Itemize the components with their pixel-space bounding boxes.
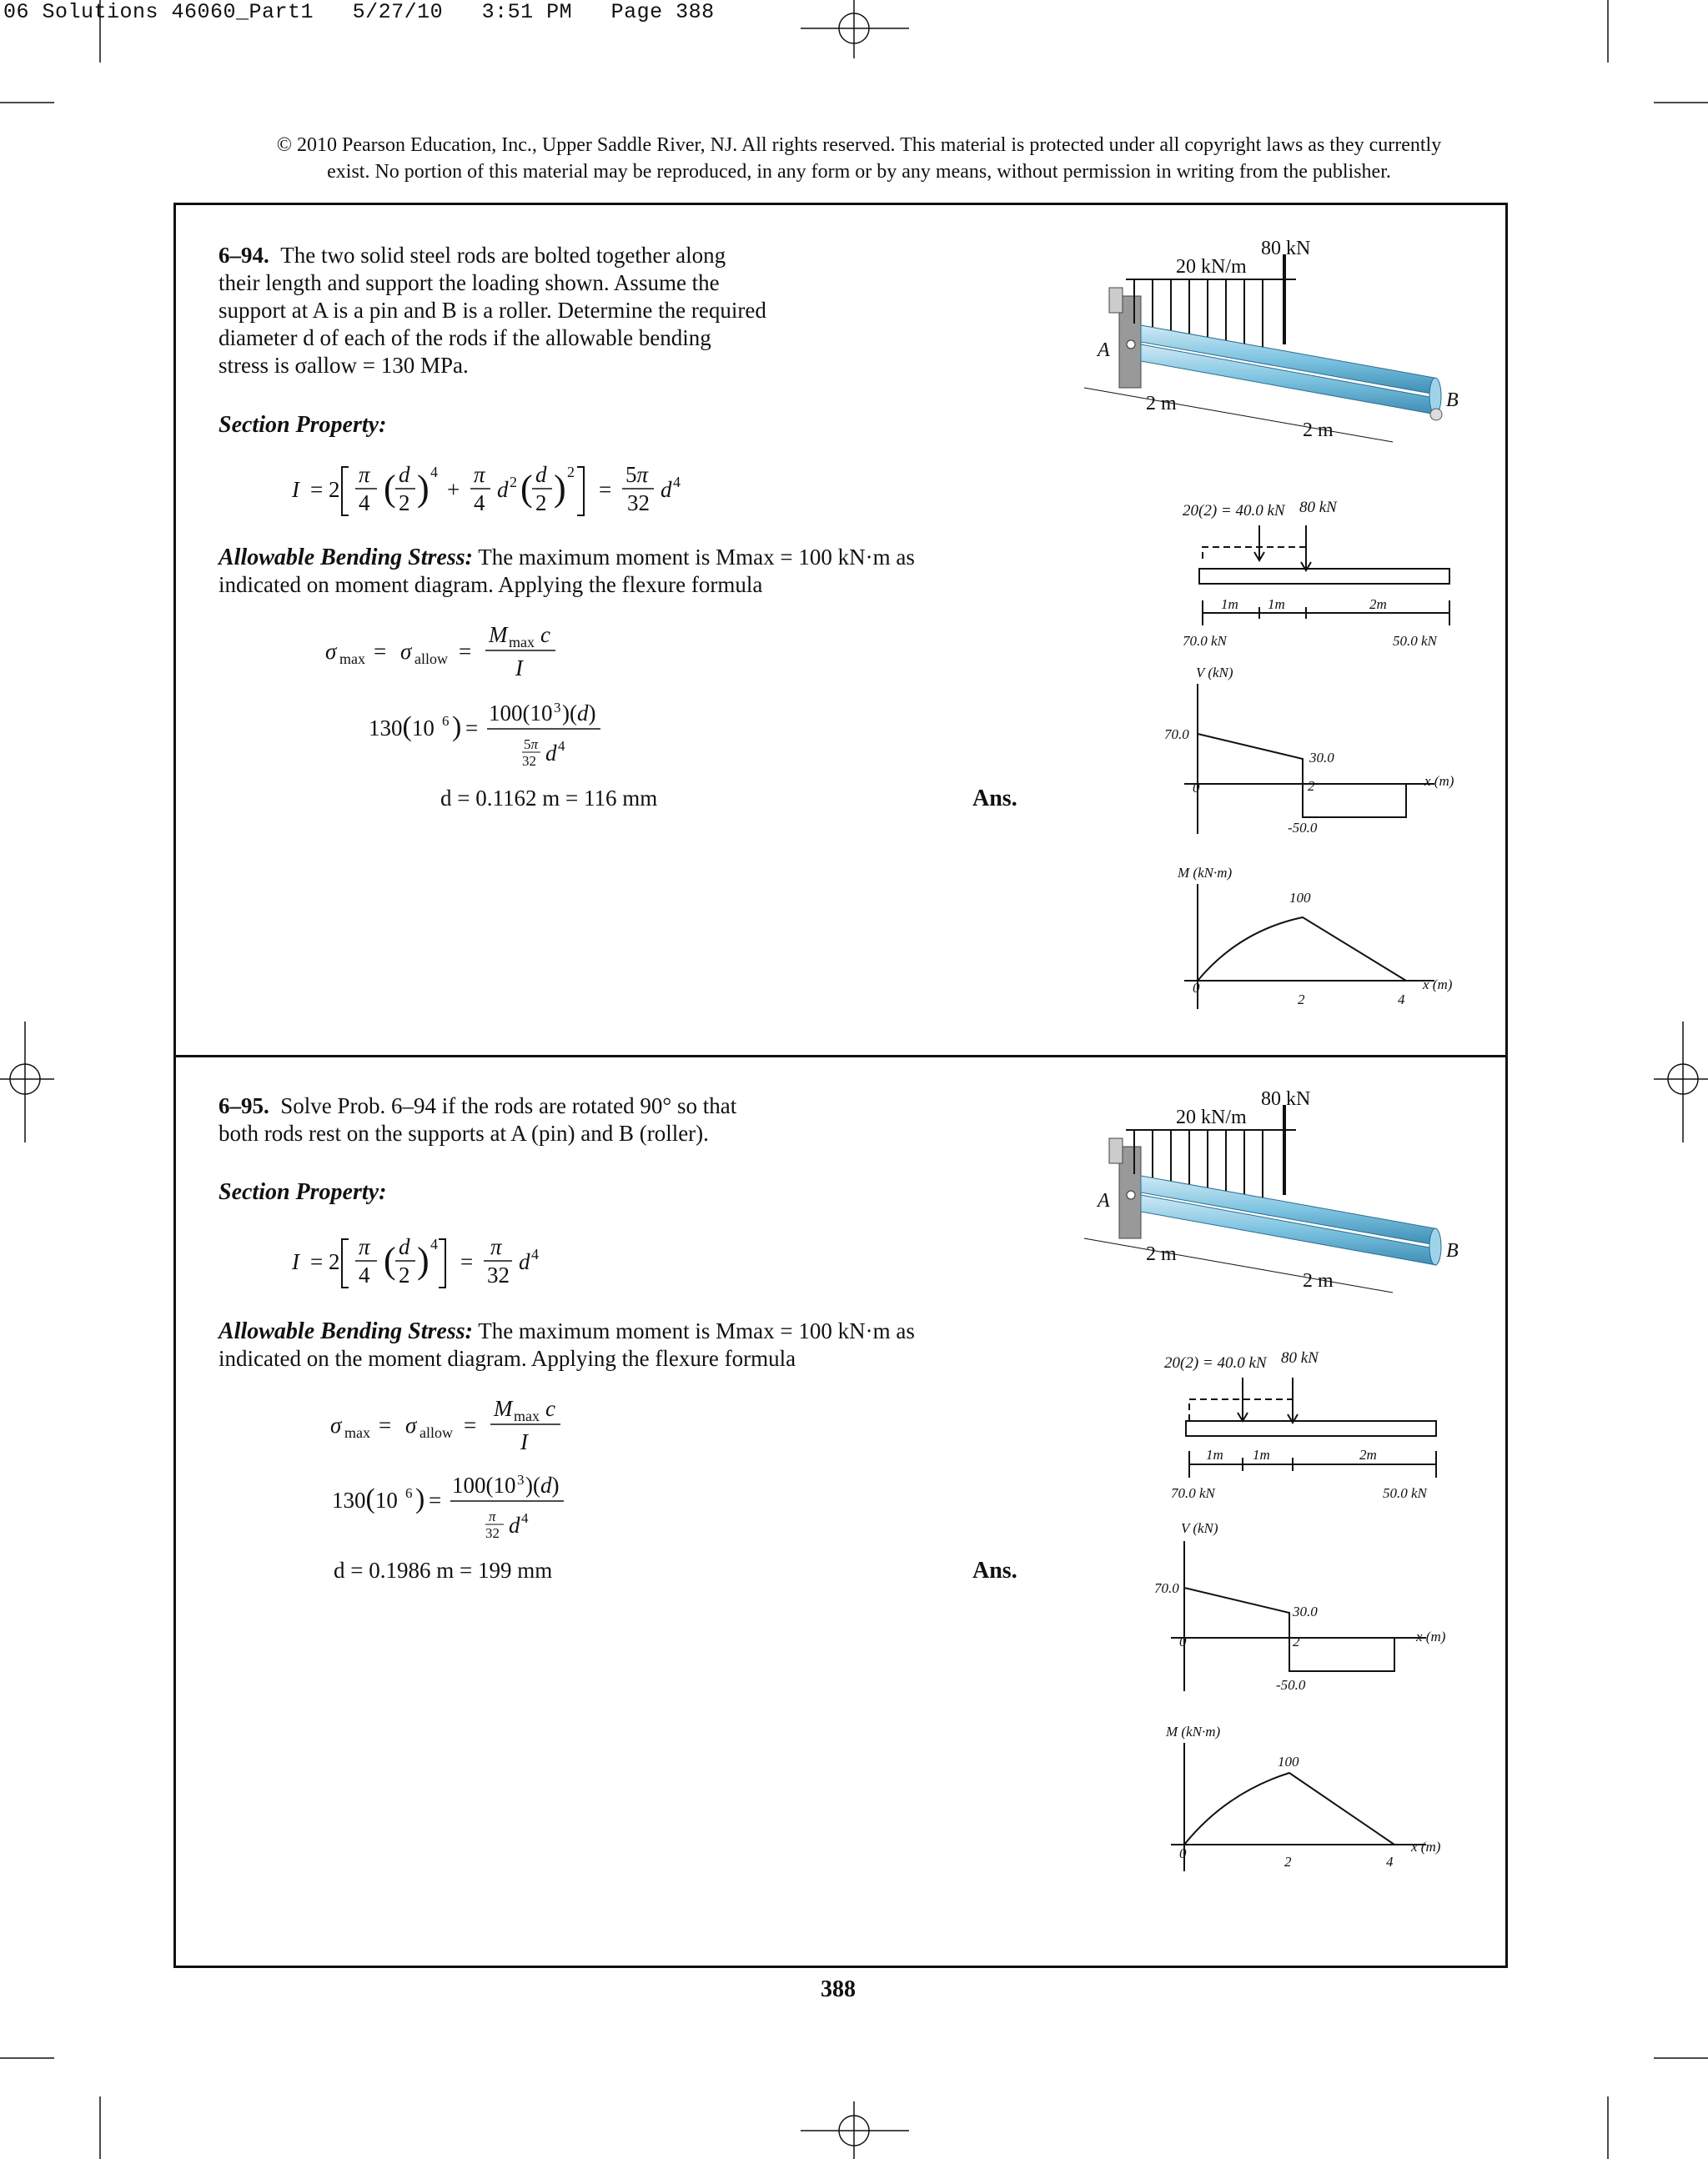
svg-text:I: I xyxy=(520,1429,528,1454)
distributed-load-label: 20 kN/m xyxy=(1176,256,1247,278)
segment-1-label: 1m xyxy=(1221,596,1238,612)
shear-x2-label: 2 xyxy=(1293,1634,1300,1649)
svg-text:d: d xyxy=(509,1513,520,1538)
support-a-label: A xyxy=(1098,1190,1110,1212)
svg-text:4: 4 xyxy=(521,1510,529,1526)
moment-x0-label: 0 xyxy=(1179,1845,1187,1861)
svg-text:=: = xyxy=(459,639,472,664)
svg-text:32: 32 xyxy=(487,1263,510,1288)
svg-text:3: 3 xyxy=(554,700,561,715)
span-2-label: 2 m xyxy=(1303,1270,1334,1292)
statement-line-1: Solve Prob. 6–94 if the rods are rotated 90° so that xyxy=(280,1093,737,1118)
shear-x0-label: 0 xyxy=(1179,1634,1187,1649)
svg-text:=: = xyxy=(429,1488,442,1513)
substitution-equation-6-94 xyxy=(367,697,651,772)
svg-text:(: ( xyxy=(520,468,533,509)
svg-text:130(10: 130(10 xyxy=(332,1484,398,1514)
allowable-stress-heading: Allowable Bending Stress: xyxy=(219,545,473,570)
svg-text:)(d): )(d) xyxy=(562,700,596,726)
span-1-label: 2 m xyxy=(1146,393,1177,414)
svg-text:): ) xyxy=(554,468,566,509)
diagrams-6-95 xyxy=(1151,1344,1476,1878)
answer-label-6-94: Ans. xyxy=(972,786,1017,811)
shear-x0-label: 0 xyxy=(1193,780,1200,796)
svg-text:=: = xyxy=(465,715,479,741)
svg-text:): ) xyxy=(417,468,430,509)
shear-axis-label: V (kN) xyxy=(1196,665,1233,680)
svg-text:I: I xyxy=(515,655,523,680)
shear-curve xyxy=(1198,734,1406,817)
support-b-label: B xyxy=(1446,389,1459,411)
statement-line-1: The two solid steel rods are bolted together along xyxy=(280,243,726,268)
beam-figure-6-95 xyxy=(1076,1088,1476,1305)
svg-text:): ) xyxy=(415,1484,425,1514)
resultant-label: 20(2) = 40.0 kN xyxy=(1164,1354,1267,1372)
resultant-label: 20(2) = 40.0 kN xyxy=(1183,502,1285,520)
shear-xaxis-label: x (m) xyxy=(1424,773,1454,789)
svg-text:max: max xyxy=(509,634,535,650)
moment-xaxis-label: x (m) xyxy=(1411,1839,1441,1855)
svg-text:σ: σ xyxy=(400,639,412,664)
svg-text:I: I xyxy=(292,1249,299,1274)
svg-text:π: π xyxy=(474,462,485,487)
moment-curve xyxy=(1184,1773,1394,1845)
inertia-equation-6-94 xyxy=(275,457,709,524)
svg-text:max: max xyxy=(339,650,365,667)
shear-curve xyxy=(1184,1588,1394,1671)
section-property-heading: Section Property: xyxy=(219,1179,387,1205)
svg-text:4: 4 xyxy=(673,474,681,490)
svg-text:32: 32 xyxy=(627,490,650,515)
svg-text:100(10: 100(10 xyxy=(452,1473,516,1498)
segment-2-label: 1m xyxy=(1268,596,1285,612)
page-number: 388 xyxy=(821,1976,856,2002)
svg-text:c: c xyxy=(540,622,550,647)
svg-text:π: π xyxy=(359,462,370,487)
svg-text:π: π xyxy=(359,1234,370,1259)
svg-text:4: 4 xyxy=(474,490,485,515)
allowable-stress-paragraph xyxy=(219,544,969,599)
point-load-label: 80 kN xyxy=(1261,238,1311,259)
allowable-stress-text-2: indicated on moment diagram. Applying the flexure formula xyxy=(219,572,763,597)
shear-x2-label: 2 xyxy=(1308,778,1315,794)
moment-max-label: 100 xyxy=(1278,1754,1299,1770)
moment-x2-label: 2 xyxy=(1284,1854,1292,1870)
support-a-label: A xyxy=(1098,339,1110,361)
answer-label-6-95: Ans. xyxy=(972,1558,1017,1584)
svg-text:d: d xyxy=(399,1234,410,1259)
svg-text:= 2: = 2 xyxy=(310,477,340,502)
svg-text:d: d xyxy=(545,741,557,766)
svg-text:=: = xyxy=(379,1413,392,1438)
shear-axis-label: V (kN) xyxy=(1181,1520,1218,1536)
shear-v0-label: 70.0 xyxy=(1164,726,1189,742)
reaction-a-label: 70.0 kN xyxy=(1171,1485,1215,1501)
svg-text:=: = xyxy=(374,639,387,664)
inertia-equation-6-95 xyxy=(275,1229,592,1296)
statement-line-4: diameter d of each of the rods if the allowable bending xyxy=(219,325,711,350)
svg-text:max: max xyxy=(514,1408,540,1424)
problem-6-95-statement xyxy=(219,1092,794,1147)
shear-v0-label: 70.0 xyxy=(1154,1580,1179,1596)
segment-2-label: 1m xyxy=(1253,1447,1270,1463)
moment-curve xyxy=(1198,917,1406,981)
flexure-equation-6-94 xyxy=(317,617,600,684)
beam-figure-6-94 xyxy=(1076,238,1476,454)
allowable-stress-text-2: indicated on the moment diagram. Applying the flexure formula xyxy=(219,1346,796,1371)
substitution-equation-6-95 xyxy=(330,1469,614,1544)
shear-vneg-label: -50.0 xyxy=(1288,820,1318,836)
allowable-stress-heading: Allowable Bending Stress: xyxy=(219,1318,473,1344)
svg-text:M: M xyxy=(489,622,508,647)
svg-text:3: 3 xyxy=(517,1472,525,1488)
copyright-notice xyxy=(192,132,1526,185)
span-1-label: 2 m xyxy=(1146,1243,1177,1265)
problem-number: 6–95. xyxy=(219,1093,269,1118)
svg-text:π: π xyxy=(489,1509,496,1524)
diagrams-6-94 xyxy=(1159,492,1476,1009)
svg-text:allow: allow xyxy=(419,1424,453,1441)
svg-text:+: + xyxy=(447,477,460,502)
svg-text:6: 6 xyxy=(442,713,450,729)
support-b-label: B xyxy=(1446,1240,1459,1262)
segment-3-label: 2m xyxy=(1359,1447,1377,1463)
reaction-b-label: 50.0 kN xyxy=(1383,1485,1427,1501)
svg-text:4: 4 xyxy=(430,464,438,480)
copyright-line-1: © 2010 Pearson Education, Inc., Upper Saddle River, NJ. All rights reserved. This material is protected under all copyright laws as they currently xyxy=(276,134,1442,156)
shear-xaxis-label: x (m) xyxy=(1416,1629,1446,1644)
fbd-point-load-label: 80 kN xyxy=(1281,1349,1319,1367)
problem-number: 6–94. xyxy=(219,243,269,268)
svg-text:σ: σ xyxy=(405,1413,417,1438)
svg-text:5π: 5π xyxy=(625,462,649,487)
svg-text:= 2: = 2 xyxy=(310,1249,340,1274)
svg-text:130(10: 130(10 xyxy=(369,711,435,742)
problem-6-94-statement xyxy=(219,242,794,379)
moment-x2-label: 2 xyxy=(1298,992,1305,1007)
print-slug: 06 Solutions 46060_Part1 5/27/10 3:51 PM Page 388 xyxy=(3,0,715,24)
svg-text:): ) xyxy=(417,1240,430,1281)
svg-text:4: 4 xyxy=(558,738,565,754)
svg-text:d: d xyxy=(519,1249,530,1274)
svg-text:d: d xyxy=(497,477,509,502)
svg-text:5π: 5π xyxy=(524,736,539,752)
svg-text:32: 32 xyxy=(522,753,536,769)
moment-axis-label: M (kN·m) xyxy=(1166,1724,1221,1740)
shear-vneg-label: -50.0 xyxy=(1276,1677,1306,1693)
reaction-a-label: 70.0 kN xyxy=(1183,633,1227,649)
copyright-line-2: exist. No portion of this material may be reproduced, in any form or by any means, without permission in writing from the publisher. xyxy=(327,161,1391,183)
section-property-heading: Section Property: xyxy=(219,412,387,438)
moment-xaxis-label: x (m) xyxy=(1423,977,1453,992)
svg-text:I: I xyxy=(292,477,299,502)
flexure-equation-6-95 xyxy=(322,1391,605,1458)
svg-text:4: 4 xyxy=(359,1263,370,1288)
statement-line-5: stress is σallow = 130 MPa. xyxy=(219,353,469,378)
result-6-94: d = 0.1162 m = 116 mm xyxy=(440,786,658,811)
svg-text:σ: σ xyxy=(330,1413,342,1438)
moment-x4-label: 4 xyxy=(1398,992,1405,1007)
svg-text:2: 2 xyxy=(535,490,547,515)
svg-text:d: d xyxy=(535,462,547,487)
svg-text:100(10: 100(10 xyxy=(489,700,553,726)
shear-v2-label: 30.0 xyxy=(1293,1604,1318,1619)
moment-max-label: 100 xyxy=(1289,890,1311,906)
reaction-b-label: 50.0 kN xyxy=(1393,633,1437,649)
svg-text:6: 6 xyxy=(405,1485,413,1501)
svg-text:32: 32 xyxy=(485,1525,500,1541)
svg-text:(: ( xyxy=(384,1240,396,1281)
allowable-stress-text-1: The maximum moment is Mmax = 100 kN·m as xyxy=(478,545,915,570)
moment-axis-label: M (kN·m) xyxy=(1178,865,1233,881)
shear-v2-label: 30.0 xyxy=(1309,750,1334,766)
svg-text:max: max xyxy=(344,1424,370,1441)
svg-text:M: M xyxy=(494,1396,513,1421)
distributed-load-label: 20 kN/m xyxy=(1176,1107,1247,1128)
svg-text:4: 4 xyxy=(531,1246,539,1263)
svg-text:d: d xyxy=(661,477,672,502)
moment-x4-label: 4 xyxy=(1386,1854,1394,1870)
svg-text:c: c xyxy=(545,1396,555,1421)
svg-text:2: 2 xyxy=(399,1263,410,1288)
svg-text:2: 2 xyxy=(399,490,410,515)
svg-text:allow: allow xyxy=(414,650,448,667)
allowable-stress-text-1: The maximum moment is Mmax = 100 kN·m as xyxy=(478,1318,915,1343)
svg-text:): ) xyxy=(452,711,462,742)
point-load-label: 80 kN xyxy=(1261,1088,1311,1110)
svg-text:=: = xyxy=(460,1249,474,1274)
svg-text:2: 2 xyxy=(510,474,517,490)
fbd-point-load-label: 80 kN xyxy=(1299,499,1337,516)
svg-text:σ: σ xyxy=(325,639,337,664)
statement-line-3: support at A is a pin and B is a roller. Determine the required xyxy=(219,298,766,323)
svg-text:=: = xyxy=(599,477,612,502)
span-2-label: 2 m xyxy=(1303,419,1334,441)
svg-text:4: 4 xyxy=(430,1236,438,1253)
svg-text:=: = xyxy=(464,1413,477,1438)
svg-text:4: 4 xyxy=(359,490,370,515)
statement-line-2: both rods rest on the supports at A (pin) and B (roller). xyxy=(219,1121,709,1146)
svg-text:(: ( xyxy=(384,468,396,509)
statement-line-2: their length and support the loading shown. Assume the xyxy=(219,270,720,295)
moment-x0-label: 0 xyxy=(1193,980,1200,996)
segment-3-label: 2m xyxy=(1369,596,1387,612)
svg-text:π: π xyxy=(490,1234,502,1259)
result-6-95: d = 0.1986 m = 199 mm xyxy=(334,1558,553,1583)
svg-text:d: d xyxy=(399,462,410,487)
svg-text:)(d): )(d) xyxy=(525,1473,560,1498)
segment-1-label: 1m xyxy=(1206,1447,1223,1463)
svg-text:2: 2 xyxy=(567,464,575,480)
allowable-stress-paragraph xyxy=(219,1318,969,1373)
